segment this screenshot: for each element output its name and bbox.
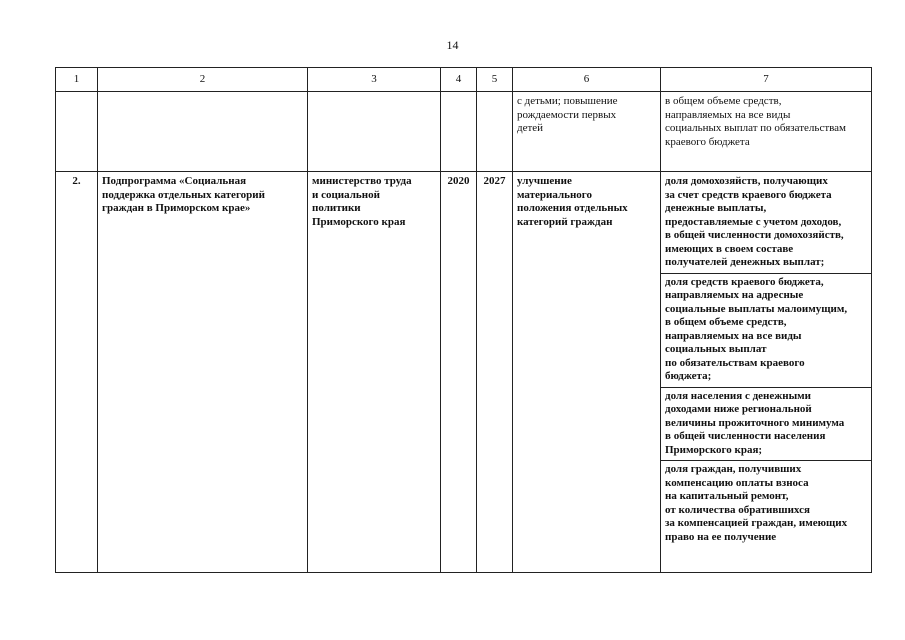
header-cell-4: 4 — [441, 68, 477, 92]
indicator-item: доля средств краевого бюджета, направляемых на адресные социальные выплаты малоимущим, в общем объеме средств, направляемых на все виды социальных выплат по обязательствам краевого бюджета; — [661, 274, 871, 388]
cell-empty — [477, 92, 513, 172]
indicator-item: доля домохозяйств, получающих за счет средств краевого бюджета денежные выплаты, предоставляемые с учетом доходов, в общей численности домохозяйств, имеющих в своем составе получателей денежных выплат; — [661, 175, 871, 274]
indicators-cell — [661, 172, 872, 573]
header-cell-6: 6 — [513, 68, 661, 92]
cell-empty — [308, 92, 441, 172]
page-number: 14 — [446, 38, 459, 52]
row-number: 2. — [56, 172, 98, 573]
header-row — [56, 68, 872, 92]
subprogram-goal: улучшение материального положения отдельных категорий граждан — [513, 172, 661, 573]
executor-name: министерство труда и социальной политики Приморского края — [308, 172, 441, 573]
header-cell-2: 2 — [98, 68, 308, 92]
subprogram-name: Подпрограмма «Социальная поддержка отдельных категорий граждан в Приморском крае» — [98, 172, 308, 573]
cell-empty — [441, 92, 477, 172]
header-cell-7: 7 — [661, 68, 872, 92]
end-year: 2027 — [477, 172, 513, 573]
header-cell-3: 3 — [308, 68, 441, 92]
start-year: 2020 — [441, 172, 477, 573]
indicator-item: доля граждан, получивших компенсацию оплаты взноса на капитальный ремонт, от количества обратившихся за компенсацией граждан, имеющих право на ее получение — [665, 463, 848, 543]
continued-goal-cell: с детьми; повышение рождаемости первых детей — [513, 92, 661, 172]
header-cell-5: 5 — [477, 68, 513, 92]
continued-indicator-cell: в общем объеме средств, направляемых на все виды социальных выплат по обязательствам краевого бюджета — [661, 92, 872, 172]
table-row-continued — [56, 92, 872, 172]
table-row-subprogram — [56, 172, 872, 573]
header-cell-1: 1 — [56, 68, 98, 92]
indicator-item: доля населения с денежными доходами ниже региональной величины прожиточного минимума в общей численности населения Приморского края; — [661, 388, 871, 462]
program-table — [55, 67, 872, 573]
cell-empty — [98, 92, 308, 172]
cell-empty — [56, 92, 98, 172]
